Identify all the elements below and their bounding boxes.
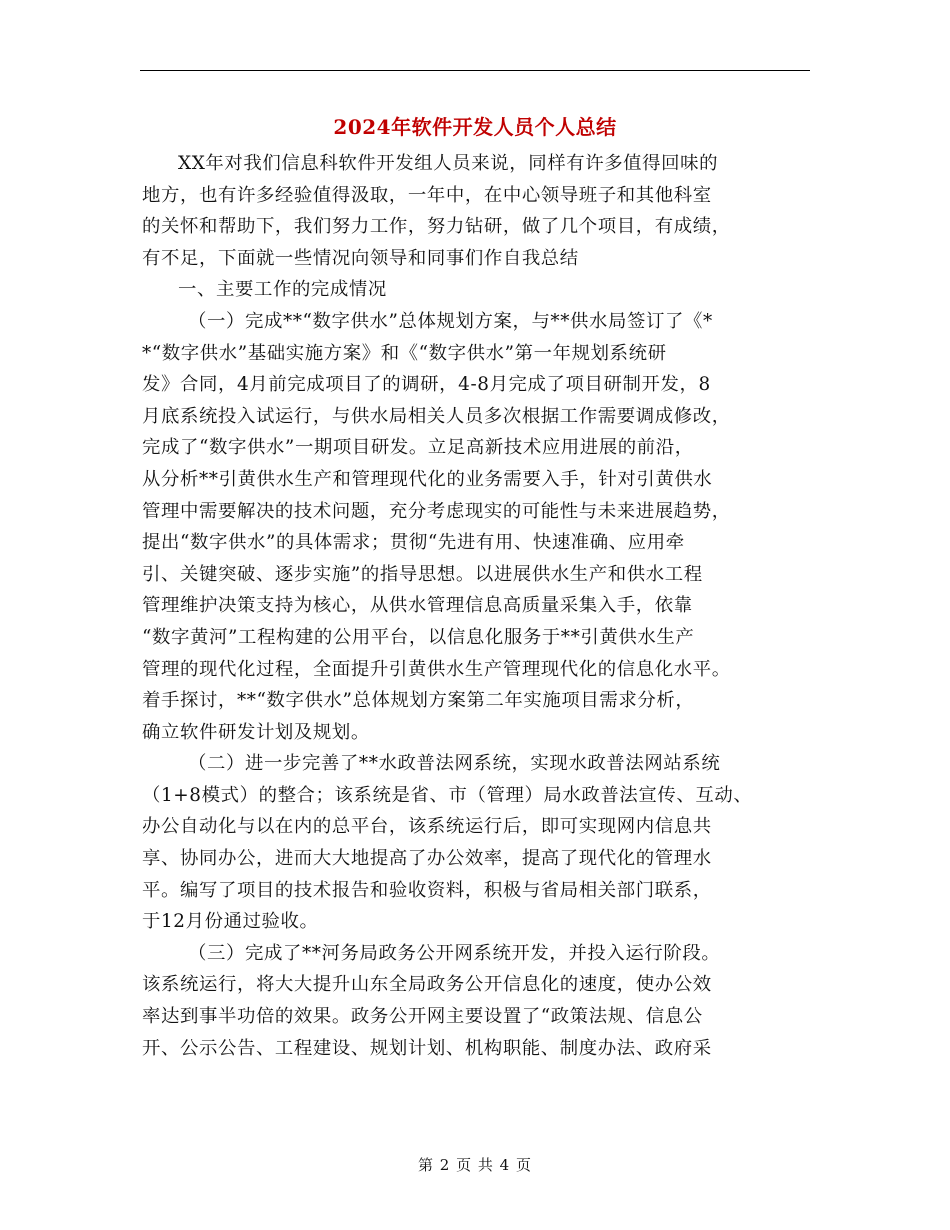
body-line: （1+8模式）的整合；该系统是省、市（管理）局水政普法宣传、互动、 <box>142 784 753 806</box>
body-line: XX年对我们信息科软件开发组人员来说，同样有许多值得回味的 <box>178 153 719 174</box>
body-line: 管理中需要解决的技术问题，充分考虑现实的可能性与未来进展趋势， <box>142 500 731 522</box>
body-line: 提出“数字供水”的具体需求；贯彻“先进有用、快速准确、应用牵 <box>142 532 685 554</box>
body-line: （三）完成了**河务局政务公开网系统开发，并投入运行阶段。 <box>188 942 721 964</box>
body-line: 办公自动化与以在内的总平台，该系统运行后，即可实现网内信息共 <box>142 816 712 838</box>
body-line: 着手探讨，**“数字供水”总体规划方案第二年实施项目需求分析， <box>142 690 695 712</box>
body-line: 月底系统投入试运行，与供水局相关人员多次根据工作需要调成修改， <box>142 405 731 427</box>
body-line: 享、协同办公，进而大大地提高了办公效率，提高了现代化的管理水 <box>142 848 712 870</box>
body-line: 管理维护决策支持为核心，从供水管理信息高质量采集入手，依靠 <box>142 595 693 617</box>
document-body <box>142 148 822 1064</box>
body-line: 有不足，下面就一些情况向领导和同事们作自我总结 <box>142 247 579 269</box>
body-line: 发》合同，4月前完成项目了的调研，4-8月完成了项目研制开发，8 <box>142 374 711 396</box>
document-title: 2024年软件开发人员个人总结 <box>333 115 617 139</box>
body-line: 该系统运行，将大大提升山东全局政务公开信息化的速度，使办公效 <box>142 974 712 996</box>
body-line: 地方，也有许多经验值得汲取，一年中，在中心领导班子和其他科室 <box>142 184 712 206</box>
body-line: 管理的现代化过程，全面提升引黄供水生产管理现代化的信息化水平。 <box>142 658 731 680</box>
section-heading: 一、主要工作的完成情况 <box>178 279 387 301</box>
body-line: 的关怀和帮助下，我们努力工作，努力钻研，做了几个项目，有成绩， <box>142 216 731 238</box>
body-line: 确立软件研发计划及规划。 <box>142 721 370 743</box>
body-line: 完成了“数字供水”一期项目研发。立足高新技术应用进展的前沿， <box>142 437 694 459</box>
body-line: “数字黄河”工程构建的公用平台，以信息化服务于**引黄供水生产 <box>142 626 695 648</box>
body-line: 开、公示公告、工程建设、规划计划、机构职能、制度办法、政府采 <box>142 1037 712 1059</box>
body-line: 于12月份通过验收。 <box>142 911 319 933</box>
body-line: *“数字供水”基础实施方案》和《“数字供水”第一年规划系统研 <box>142 342 667 364</box>
body-line: 率达到事半功倍的效果。政务公开网主要设置了“政策法规、信息公 <box>142 1006 703 1028</box>
body-line: （二）进一步完善了**水政普法网系统，实现水政普法网站系统 <box>188 753 721 775</box>
body-line: 从分析**引黄供水生产和管理现代化的业务需要入手，针对引黄供水 <box>142 468 713 490</box>
body-line: （一）完成**“数字供水”总体规划方案，与**供水局签订了《* <box>188 310 713 332</box>
body-line: 引、关键突破、逐步实施”的指导思想。以进展供水生产和供水工程 <box>142 563 703 585</box>
page-number-footer: 第 2 页 共 4 页 <box>418 1156 532 1174</box>
body-line: 平。编写了项目的技术报告和验收资料，积极与省局相关部门联系， <box>142 879 712 901</box>
header-rule <box>140 70 810 71</box>
